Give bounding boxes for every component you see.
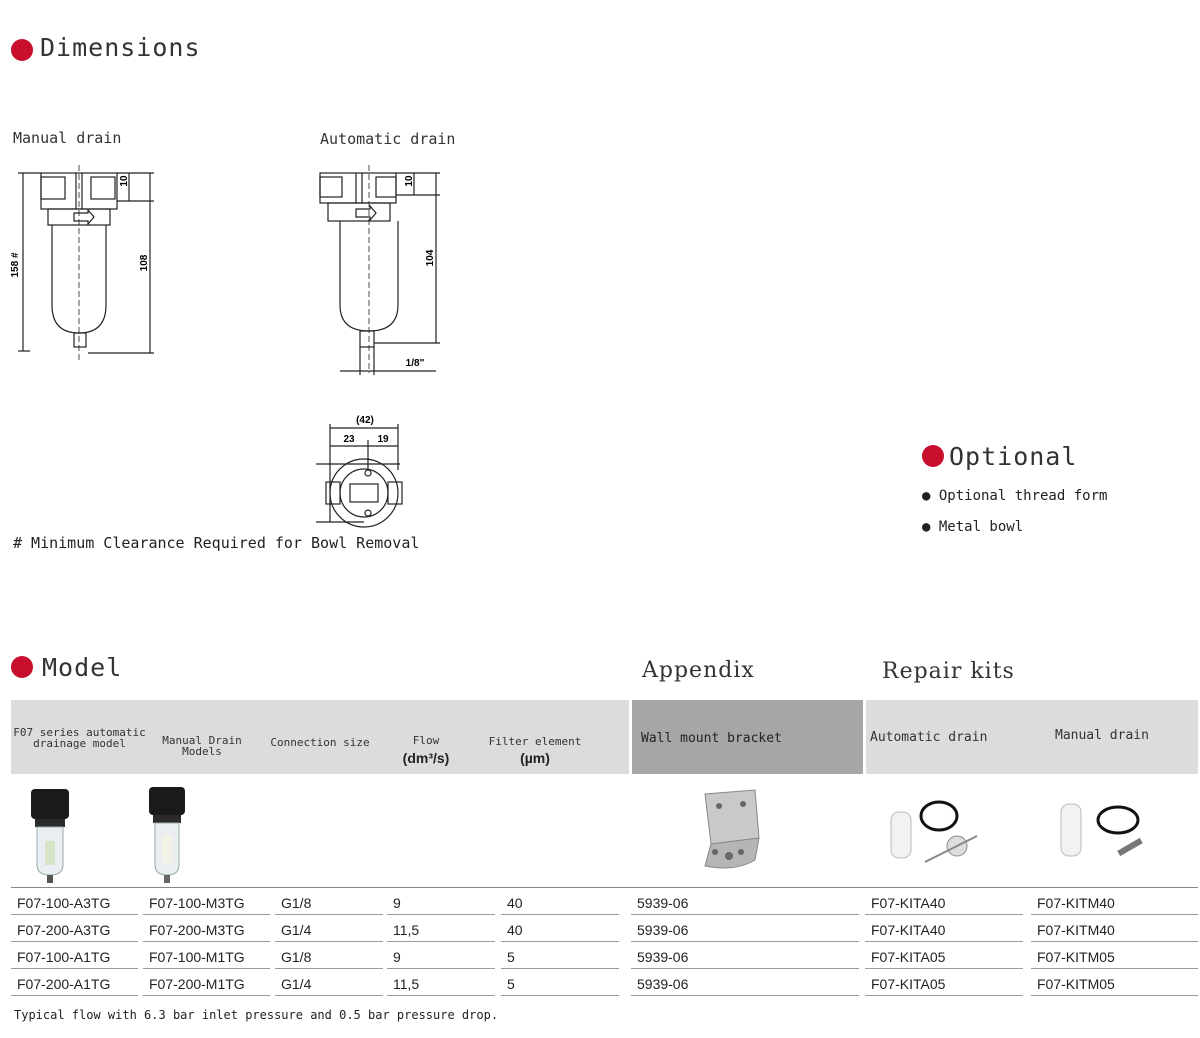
- header-filter-label: Filter element: [488, 735, 582, 748]
- optional-item: ● Optional thread form: [922, 488, 1108, 504]
- row-rule: [143, 914, 270, 915]
- table-cell: 5939-06: [637, 922, 689, 938]
- automatic-drain-drawing: [310, 165, 460, 380]
- optional-item: ● Metal bowl: [922, 519, 1024, 535]
- manual-drain-label: Manual drain: [13, 129, 122, 147]
- row-rule: [275, 968, 383, 969]
- header-auto-model: F07 series automatic drainage model: [13, 726, 146, 750]
- dim-10-auto: 10: [404, 175, 415, 187]
- table-row: [11, 917, 1198, 943]
- row-rule: [631, 968, 859, 969]
- table-cell: F07-KITA40: [871, 895, 946, 911]
- row-rule: [865, 995, 1023, 996]
- row-rule: [1031, 914, 1198, 915]
- row-rule: [11, 941, 138, 942]
- section-bullet-icon: [11, 39, 33, 61]
- section-bullet-icon: [11, 656, 33, 678]
- header-bracket: Wall mount bracket: [641, 731, 782, 746]
- table-cell: 5: [507, 976, 515, 992]
- table-cell: F07-KITM40: [1037, 922, 1115, 938]
- clearance-footnote: # Minimum Clearance Required for Bowl Removal: [13, 534, 420, 552]
- table-cell: F07-KITM05: [1037, 949, 1115, 965]
- top-view-drawing: [310, 410, 420, 530]
- manual-drain-kit-image: [1055, 792, 1155, 872]
- row-rule: [631, 995, 859, 996]
- table-cell: G1/4: [281, 976, 312, 992]
- dim-10-manual: 10: [119, 175, 130, 187]
- table-cell: F07-KITA05: [871, 976, 946, 992]
- header-connection: Connection size: [270, 736, 370, 749]
- dim-158: 158 #: [10, 252, 21, 278]
- table-cell: 5939-06: [637, 949, 689, 965]
- row-rule: [1031, 995, 1198, 996]
- row-rule: [11, 968, 138, 969]
- table-cell: F07-KITM05: [1037, 976, 1115, 992]
- row-rule: [501, 914, 619, 915]
- dimensions-title: Dimensions: [40, 33, 201, 62]
- table-row: [11, 890, 1198, 916]
- automatic-filter-image: [25, 785, 75, 885]
- row-rule: [1031, 968, 1198, 969]
- header-flow-unit: (dm³/s): [402, 750, 450, 766]
- row-rule: [631, 941, 859, 942]
- model-title: Model: [42, 653, 123, 682]
- row-rule: [275, 995, 383, 996]
- row-rule: [865, 941, 1023, 942]
- optional-title: Optional: [949, 442, 1078, 471]
- row-rule: [501, 995, 619, 996]
- row-rule: [143, 941, 270, 942]
- row-rule: [501, 941, 619, 942]
- wall-bracket-image: [685, 786, 775, 876]
- dim-104: 104: [425, 249, 436, 267]
- header-filter: [480, 736, 590, 764]
- header-manual-model: Manual Drain Models: [162, 734, 242, 758]
- header-manual-drain: Manual drain: [1055, 728, 1149, 743]
- automatic-drain-label: Automatic drain: [320, 130, 456, 148]
- table-cell: G1/8: [281, 949, 312, 965]
- optional-item-label: Metal bowl: [938, 519, 1024, 535]
- dim-42: (42): [356, 415, 374, 426]
- row-rule: [501, 968, 619, 969]
- flow-footnote: Typical flow with 6.3 bar inlet pressure and 0.5 bar pressure drop.: [14, 1008, 499, 1022]
- table-row: [11, 971, 1198, 997]
- header-auto-drain: Automatic drain: [870, 730, 988, 745]
- table-cell: 5939-06: [637, 976, 689, 992]
- row-rule: [11, 914, 138, 915]
- row-rule: [387, 941, 495, 942]
- row-rule: [865, 914, 1023, 915]
- table-cell: F07-KITA40: [871, 922, 946, 938]
- table-cell: F07-100-M1TG: [149, 949, 245, 965]
- table-cell: F07-200-A1TG: [17, 976, 111, 992]
- row-rule: [387, 968, 495, 969]
- table-cell: F07-100-A3TG: [17, 895, 111, 911]
- table-cell: F07-100-M3TG: [149, 895, 245, 911]
- table-cell: 40: [507, 895, 523, 911]
- appendix-title: Appendix: [642, 658, 755, 683]
- manual-filter-image: [145, 785, 189, 885]
- row-rule: [865, 968, 1023, 969]
- header-flow: [390, 735, 462, 764]
- manual-drain-drawing: [8, 165, 168, 365]
- dim-19: 19: [377, 434, 389, 445]
- table-cell: 9: [393, 949, 401, 965]
- table-cell: G1/4: [281, 922, 312, 938]
- table-cell: F07-200-A3TG: [17, 922, 111, 938]
- table-cell: F07-100-A1TG: [17, 949, 111, 965]
- row-rule: [275, 914, 383, 915]
- table-cell: 9: [393, 895, 401, 911]
- table-cell: F07-KITM40: [1037, 895, 1115, 911]
- table-cell: 40: [507, 922, 523, 938]
- row-rule: [275, 941, 383, 942]
- table-cell: 11,5: [393, 922, 420, 938]
- table-top-rule: [11, 887, 1198, 888]
- row-rule: [11, 995, 138, 996]
- table-cell: F07-KITA05: [871, 949, 946, 965]
- dim-drain-thread: 1/8": [405, 358, 425, 369]
- optional-item-label: Optional thread form: [938, 488, 1108, 504]
- auto-drain-kit-image: [885, 792, 985, 872]
- table-row: [11, 944, 1198, 970]
- header-flow-label: Flow: [412, 734, 440, 747]
- header-filter-unit: (µm): [520, 750, 550, 766]
- row-rule: [1031, 941, 1198, 942]
- table-cell: G1/8: [281, 895, 312, 911]
- table-cell: F07-200-M3TG: [149, 922, 245, 938]
- repair-kits-title: Repair kits: [882, 659, 1015, 684]
- table-cell: F07-200-M1TG: [149, 976, 245, 992]
- section-bullet-icon: [922, 445, 944, 467]
- table-cell: 11,5: [393, 976, 420, 992]
- row-rule: [387, 995, 495, 996]
- table-cell: 5939-06: [637, 895, 689, 911]
- row-rule: [387, 914, 495, 915]
- row-rule: [631, 914, 859, 915]
- table-cell: 5: [507, 949, 515, 965]
- dim-108: 108: [139, 254, 150, 272]
- row-rule: [143, 995, 270, 996]
- dim-23: 23: [343, 434, 355, 445]
- row-rule: [143, 968, 270, 969]
